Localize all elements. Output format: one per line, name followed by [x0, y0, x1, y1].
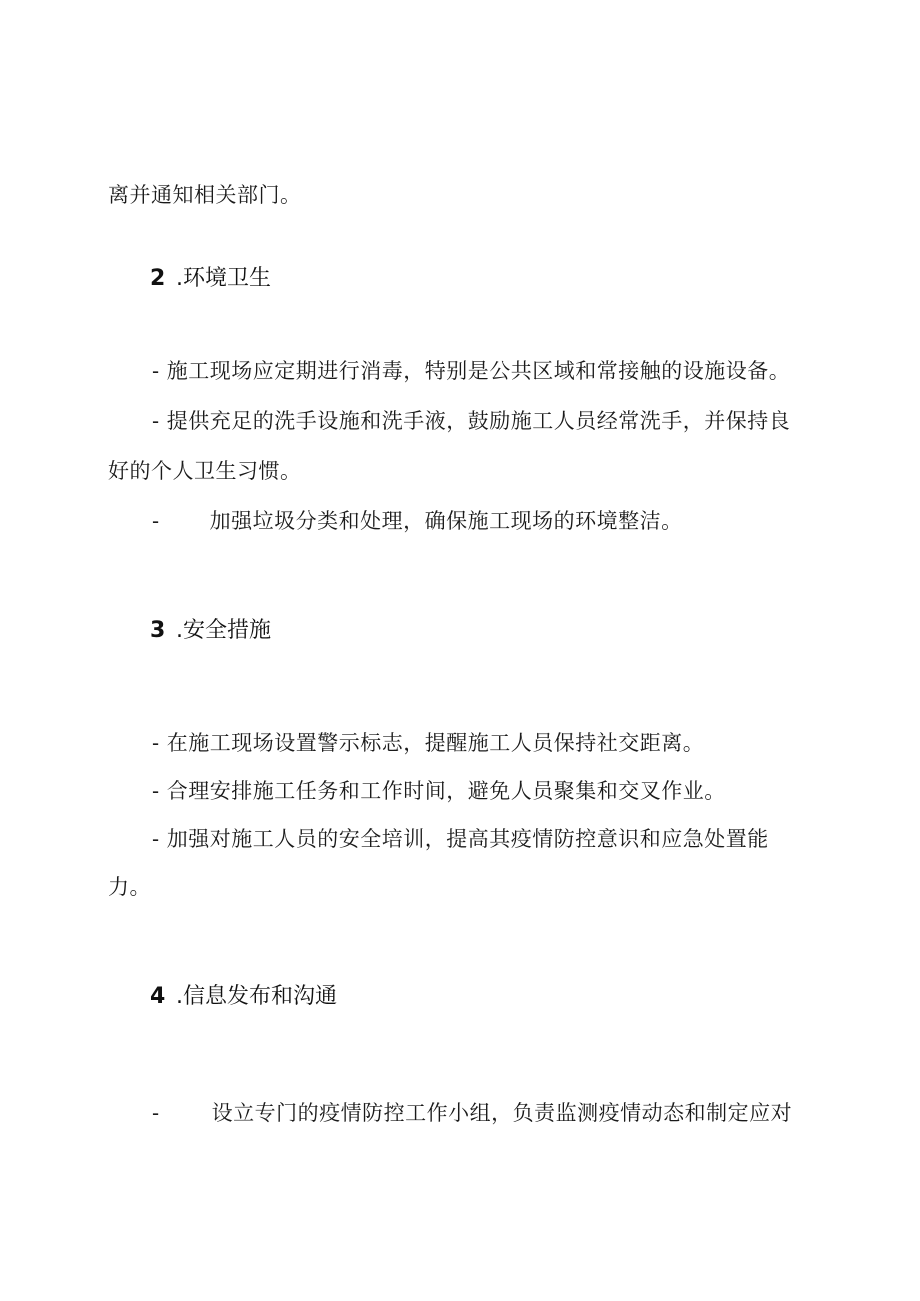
- section-2-number: 2: [150, 266, 166, 291]
- section-2-bullet-2-line-2: 好的个人卫生习惯。: [108, 459, 302, 483]
- section-3-bullet-3-line-1: - 加强对施工人员的安全培训，提高其疫情防控意识和应急处置能: [152, 827, 769, 851]
- section-3-number: 3: [150, 618, 166, 643]
- section-2-bullet-1: - 施工现场应定期进行消毒，特别是公共区域和常接触的设施设备。: [152, 359, 791, 383]
- section-4-bullet-1: [152, 1098, 792, 1128]
- section-3-bullet-1: - 在施工现场设置警示标志，提醒施工人员保持社交距离。: [152, 731, 705, 755]
- section-2-bullet-3: [152, 506, 683, 536]
- continued-paragraph-line: 离并通知相关部门。: [108, 183, 302, 207]
- section-3-heading: [150, 616, 271, 646]
- section-2-bullet-2-line-1: - 提供充足的洗手设施和洗手液，鼓励施工人员经常洗手，并保持良: [152, 409, 791, 433]
- section-4-title: .信息发布和沟通: [176, 984, 337, 1009]
- section-3-bullet-2: - 合理安排施工任务和工作时间，避免人员聚集和交叉作业。: [152, 779, 726, 803]
- section-3-bullet-3-line-2: 力。: [108, 875, 151, 899]
- section-2-heading: [150, 264, 271, 294]
- section-4-number: 4: [150, 984, 166, 1009]
- section-2-title: .环境卫生: [176, 266, 271, 291]
- section-4-bullet-1-text: 设立专门的疫情防控工作小组，负责监测疫情动态和制定应对: [211, 1101, 793, 1125]
- bullet-dash: -: [152, 509, 160, 533]
- section-4-heading: [150, 982, 337, 1012]
- section-3-title: .安全措施: [176, 618, 271, 643]
- section-2-bullet-3-text: 加强垃圾分类和处理，确保施工现场的环境整洁。: [209, 509, 683, 533]
- bullet-dash: -: [152, 1101, 160, 1125]
